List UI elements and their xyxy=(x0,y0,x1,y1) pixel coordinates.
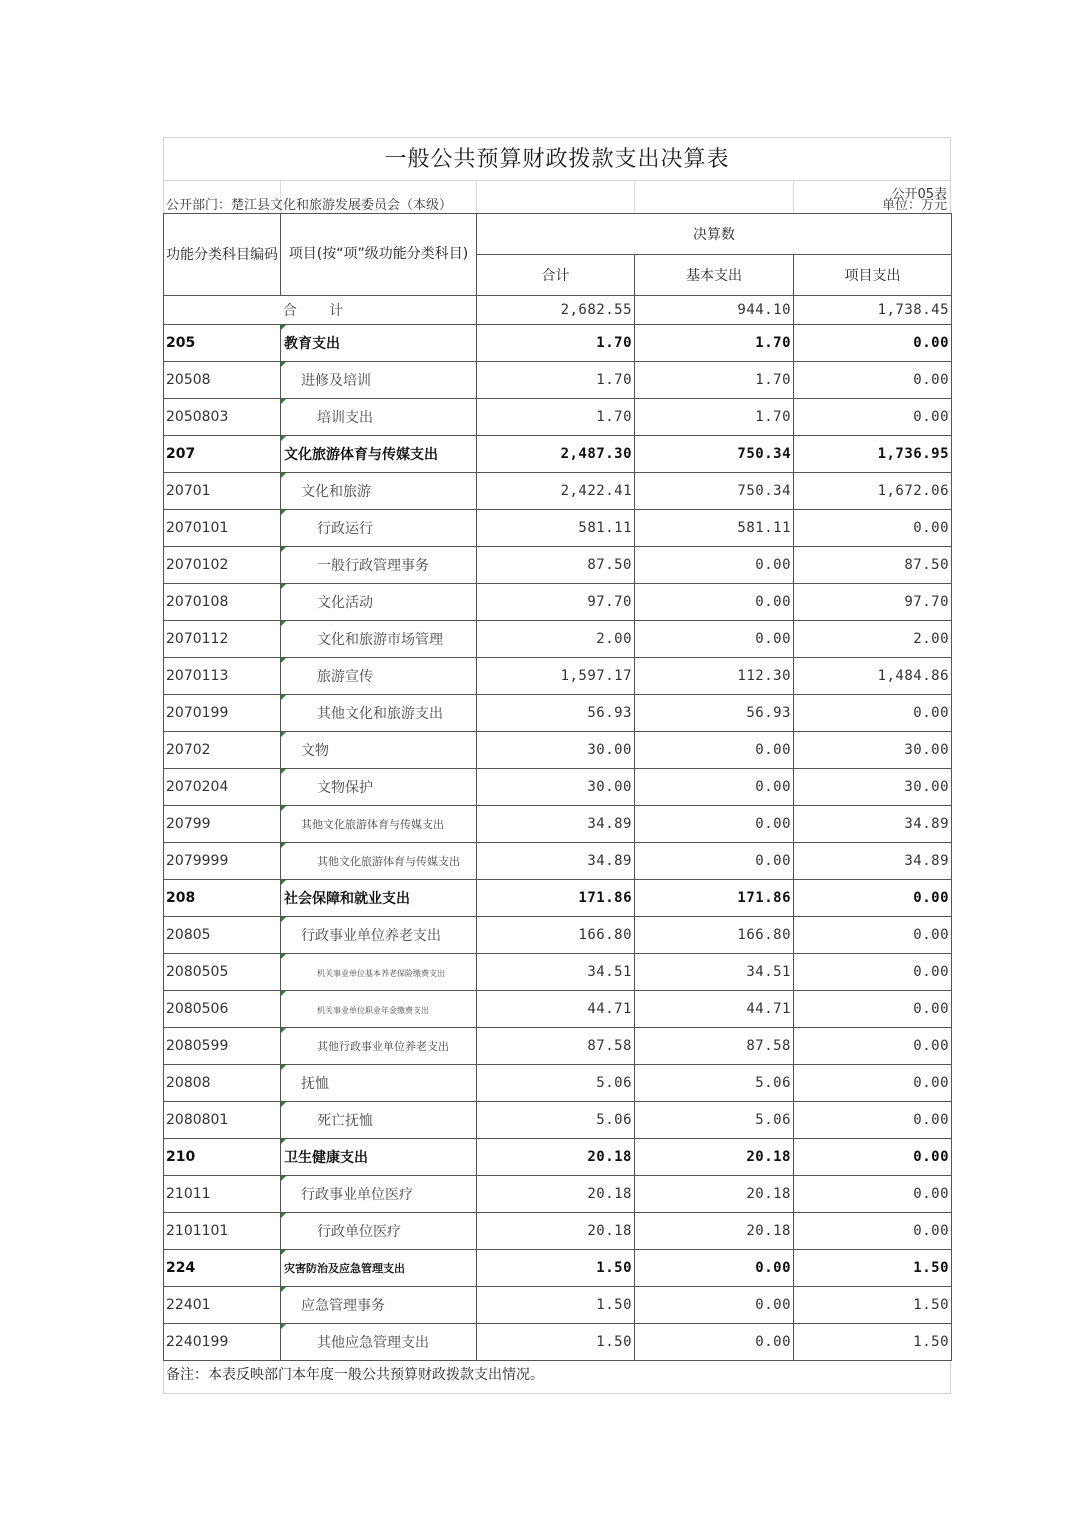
row-name: 一般行政管理事务 xyxy=(281,547,477,584)
sheet-title: 一般公共预算财政拨款支出决算表 xyxy=(163,137,951,180)
row-name: 卫生健康支出 xyxy=(281,1139,477,1176)
form-code: 公开05表 xyxy=(891,187,947,202)
row-name: 行政运行 xyxy=(281,510,477,547)
row-code: 2101101 xyxy=(164,1213,281,1250)
row-project: 0.00 xyxy=(794,1139,952,1176)
row-name: 文化和旅游 xyxy=(281,473,477,510)
row-code: 208 xyxy=(164,880,281,917)
table-body xyxy=(164,296,952,1361)
row-basic: 0.00 xyxy=(635,806,794,843)
row-total: 97.70 xyxy=(477,584,635,621)
row-name: 进修及培训 xyxy=(281,362,477,399)
row-project: 0.00 xyxy=(794,1176,952,1213)
table-row xyxy=(164,843,952,880)
row-code: 2070112 xyxy=(164,621,281,658)
table-row xyxy=(164,732,952,769)
row-basic: 56.93 xyxy=(635,695,794,732)
row-project: 97.70 xyxy=(794,584,952,621)
row-total: 56.93 xyxy=(477,695,635,732)
row-name-text: 其他文化旅游体育与传媒支出 xyxy=(301,818,444,831)
table-row xyxy=(164,325,952,362)
table-row xyxy=(164,1065,952,1102)
row-total: 34.89 xyxy=(477,806,635,843)
header-basic: 基本支出 xyxy=(635,255,794,296)
row-name xyxy=(281,1250,477,1287)
row-code: 20808 xyxy=(164,1065,281,1102)
row-basic: 581.11 xyxy=(635,510,794,547)
row-total: 20.18 xyxy=(477,1139,635,1176)
total-basic: 944.10 xyxy=(635,296,794,325)
row-name: 行政事业单位养老支出 xyxy=(281,917,477,954)
row-basic: 20.18 xyxy=(635,1213,794,1250)
table-row xyxy=(164,362,952,399)
table-row xyxy=(164,510,952,547)
row-project: 30.00 xyxy=(794,732,952,769)
row-name: 文物 xyxy=(281,732,477,769)
table-row xyxy=(164,621,952,658)
row-code: 2050803 xyxy=(164,399,281,436)
row-code: 2070108 xyxy=(164,584,281,621)
row-code: 2070113 xyxy=(164,658,281,695)
row-project: 0.00 xyxy=(794,695,952,732)
row-name: 行政单位医疗 xyxy=(281,1213,477,1250)
row-code: 2070102 xyxy=(164,547,281,584)
row-basic: 1.70 xyxy=(635,362,794,399)
row-basic: 87.58 xyxy=(635,1028,794,1065)
row-total: 2.00 xyxy=(477,621,635,658)
row-total: 34.51 xyxy=(477,954,635,991)
row-basic: 0.00 xyxy=(635,621,794,658)
row-project: 0.00 xyxy=(794,991,952,1028)
row-project: 0.00 xyxy=(794,1102,952,1139)
row-code: 2070204 xyxy=(164,769,281,806)
row-total: 1,597.17 xyxy=(477,658,635,695)
row-name: 应急管理事务 xyxy=(281,1287,477,1324)
row-total: 1.70 xyxy=(477,362,635,399)
row-total: 44.71 xyxy=(477,991,635,1028)
meta-divider xyxy=(634,181,635,213)
row-project: 0.00 xyxy=(794,1065,952,1102)
row-project: 0.00 xyxy=(794,880,952,917)
row-name: 文化活动 xyxy=(281,584,477,621)
unit-label: 单位：万元 xyxy=(881,198,947,213)
row-name: 培训支出 xyxy=(281,399,477,436)
row-basic: 0.00 xyxy=(635,1250,794,1287)
table-row xyxy=(164,399,952,436)
table-row xyxy=(164,1250,952,1287)
row-code: 20702 xyxy=(164,732,281,769)
row-basic: 5.06 xyxy=(635,1102,794,1139)
row-name-text: 机关事业单位基本养老保险缴费支出 xyxy=(317,969,445,978)
row-basic: 0.00 xyxy=(635,1287,794,1324)
table-row xyxy=(164,695,952,732)
row-code: 224 xyxy=(164,1250,281,1287)
table-row xyxy=(164,584,952,621)
row-name: 文化旅游体育与传媒支出 xyxy=(281,436,477,473)
row-total: 30.00 xyxy=(477,732,635,769)
row-code: 20508 xyxy=(164,362,281,399)
table-row xyxy=(164,954,952,991)
row-project: 87.50 xyxy=(794,547,952,584)
row-project: 0.00 xyxy=(794,1028,952,1065)
row-basic: 44.71 xyxy=(635,991,794,1028)
meta-row xyxy=(163,180,951,213)
table-row xyxy=(164,769,952,806)
row-project: 1,672.06 xyxy=(794,473,952,510)
table-row xyxy=(164,473,952,510)
row-basic: 750.34 xyxy=(635,436,794,473)
row-basic: 34.51 xyxy=(635,954,794,991)
row-name: 文化和旅游市场管理 xyxy=(281,621,477,658)
header-name: 项目(按“项”级功能分类科目) xyxy=(281,214,477,296)
row-project: 30.00 xyxy=(794,769,952,806)
row-project: 0.00 xyxy=(794,362,952,399)
row-code: 2080506 xyxy=(164,991,281,1028)
row-project: 2.00 xyxy=(794,621,952,658)
table-row xyxy=(164,806,952,843)
row-basic: 1.70 xyxy=(635,325,794,362)
row-total: 166.80 xyxy=(477,917,635,954)
total-project: 1,738.45 xyxy=(794,296,952,325)
department-label: 公开部门：楚江县文化和旅游发展委员会（本级） xyxy=(166,198,453,213)
table-row xyxy=(164,658,952,695)
table-note: 备注：本表反映部门本年度一般公共预算财政拨款支出情况。 xyxy=(163,1361,951,1394)
header-code: 功能分类科目编码 xyxy=(164,214,281,296)
header-total: 合计 xyxy=(477,255,635,296)
row-project: 1.50 xyxy=(794,1324,952,1361)
row-basic: 166.80 xyxy=(635,917,794,954)
row-name xyxy=(281,843,477,880)
row-total: 30.00 xyxy=(477,769,635,806)
row-total: 20.18 xyxy=(477,1176,635,1213)
row-code: 2080505 xyxy=(164,954,281,991)
row-basic: 112.30 xyxy=(635,658,794,695)
row-name: 其他应急管理支出 xyxy=(281,1324,477,1361)
row-basic: 20.18 xyxy=(635,1176,794,1213)
row-name: 文物保护 xyxy=(281,769,477,806)
row-code: 205 xyxy=(164,325,281,362)
row-name: 教育支出 xyxy=(281,325,477,362)
row-name xyxy=(281,991,477,1028)
row-project: 0.00 xyxy=(794,917,952,954)
row-code: 20799 xyxy=(164,806,281,843)
row-name xyxy=(281,954,477,991)
row-basic: 0.00 xyxy=(635,547,794,584)
table-row xyxy=(164,1139,952,1176)
meta-divider xyxy=(476,181,477,213)
row-total: 20.18 xyxy=(477,1213,635,1250)
header-final: 决算数 xyxy=(477,214,952,255)
row-total: 1.50 xyxy=(477,1250,635,1287)
row-code: 2070101 xyxy=(164,510,281,547)
row-basic: 0.00 xyxy=(635,769,794,806)
row-total: 1.50 xyxy=(477,1324,635,1361)
row-project: 34.89 xyxy=(794,843,952,880)
row-total: 1.50 xyxy=(477,1287,635,1324)
row-total: 5.06 xyxy=(477,1102,635,1139)
row-project: 1.50 xyxy=(794,1250,952,1287)
row-basic: 20.18 xyxy=(635,1139,794,1176)
row-total: 2,487.30 xyxy=(477,436,635,473)
table-row xyxy=(164,436,952,473)
row-project: 0.00 xyxy=(794,510,952,547)
table-row xyxy=(164,1102,952,1139)
row-project: 1,484.86 xyxy=(794,658,952,695)
table-row xyxy=(164,917,952,954)
row-code: 207 xyxy=(164,436,281,473)
row-name: 行政事业单位医疗 xyxy=(281,1176,477,1213)
row-code: 2079999 xyxy=(164,843,281,880)
row-name-text: 机关事业单位职业年金缴费支出 xyxy=(317,1006,429,1015)
row-project: 34.89 xyxy=(794,806,952,843)
row-name: 社会保障和就业支出 xyxy=(281,880,477,917)
row-project: 1,736.95 xyxy=(794,436,952,473)
row-total: 581.11 xyxy=(477,510,635,547)
row-basic: 0.00 xyxy=(635,843,794,880)
total-label: 合 计 xyxy=(164,296,477,325)
row-code: 210 xyxy=(164,1139,281,1176)
budget-sheet xyxy=(163,137,951,1394)
meta-divider xyxy=(793,181,794,213)
row-basic: 171.86 xyxy=(635,880,794,917)
row-total: 34.89 xyxy=(477,843,635,880)
row-code: 21011 xyxy=(164,1176,281,1213)
row-project: 0.00 xyxy=(794,954,952,991)
row-code: 2080801 xyxy=(164,1102,281,1139)
row-code: 2080599 xyxy=(164,1028,281,1065)
row-project: 0.00 xyxy=(794,399,952,436)
row-code: 2070199 xyxy=(164,695,281,732)
row-name-text: 灾害防治及应急管理支出 xyxy=(284,1262,405,1275)
row-basic: 0.00 xyxy=(635,732,794,769)
row-name: 死亡抚恤 xyxy=(281,1102,477,1139)
row-total: 171.86 xyxy=(477,880,635,917)
row-name: 抚恤 xyxy=(281,1065,477,1102)
row-name xyxy=(281,806,477,843)
row-project: 1.50 xyxy=(794,1287,952,1324)
row-total: 87.50 xyxy=(477,547,635,584)
row-code: 20805 xyxy=(164,917,281,954)
row-basic: 750.34 xyxy=(635,473,794,510)
row-project: 0.00 xyxy=(794,325,952,362)
table-row xyxy=(164,1287,952,1324)
expenditure-table xyxy=(163,213,952,1361)
total-row xyxy=(164,296,952,325)
table-row xyxy=(164,1176,952,1213)
row-basic: 0.00 xyxy=(635,1324,794,1361)
row-basic: 1.70 xyxy=(635,399,794,436)
row-code: 2240199 xyxy=(164,1324,281,1361)
total-sum: 2,682.55 xyxy=(477,296,635,325)
table-row xyxy=(164,880,952,917)
row-total: 87.58 xyxy=(477,1028,635,1065)
row-project: 0.00 xyxy=(794,1213,952,1250)
table-row xyxy=(164,1213,952,1250)
table-row xyxy=(164,547,952,584)
row-name: 旅游宣传 xyxy=(281,658,477,695)
row-code: 22401 xyxy=(164,1287,281,1324)
row-basic: 0.00 xyxy=(635,584,794,621)
table-row xyxy=(164,1324,952,1361)
row-total: 2,422.41 xyxy=(477,473,635,510)
row-name: 其他文化和旅游支出 xyxy=(281,695,477,732)
table-row xyxy=(164,1028,952,1065)
row-total: 1.70 xyxy=(477,325,635,362)
row-code: 20701 xyxy=(164,473,281,510)
header-project: 项目支出 xyxy=(794,255,952,296)
row-name xyxy=(281,1028,477,1065)
row-name-text: 其他文化旅游体育与传媒支出 xyxy=(317,855,460,868)
row-name-text: 其他行政事业单位养老支出 xyxy=(317,1040,449,1053)
row-basic: 5.06 xyxy=(635,1065,794,1102)
table-row xyxy=(164,991,952,1028)
row-total: 5.06 xyxy=(477,1065,635,1102)
row-total: 1.70 xyxy=(477,399,635,436)
